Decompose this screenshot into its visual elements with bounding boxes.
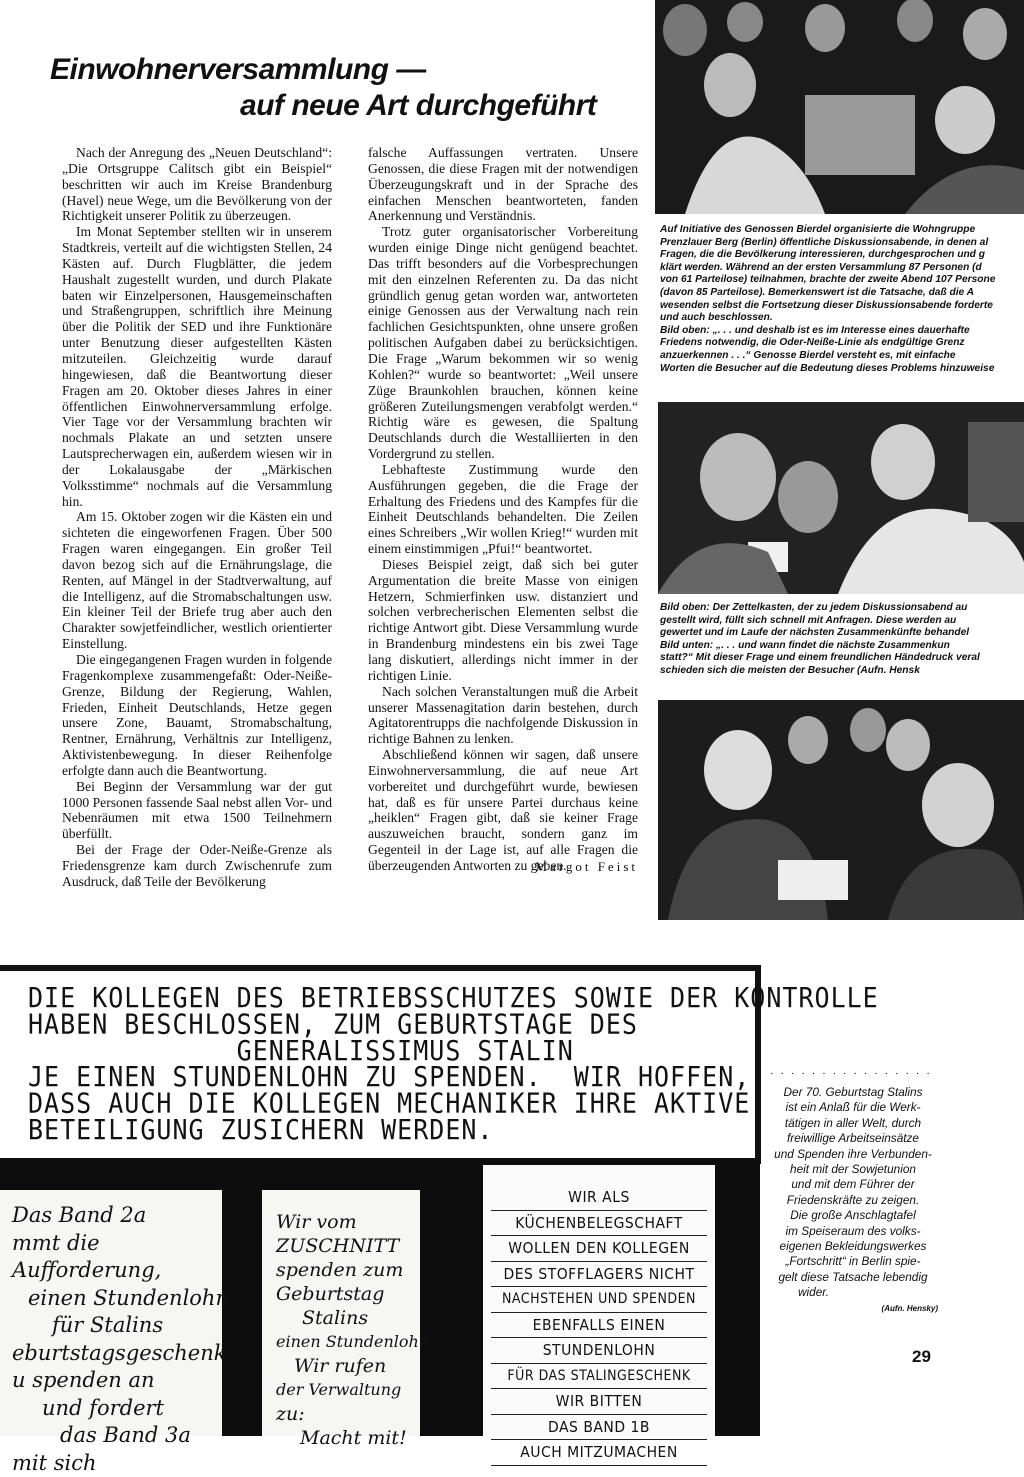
caption-line: anzuerkennen . . .“ Genosse Bierdel versteht es, mit einfache: [660, 350, 1024, 363]
banner-line: GENERALISSIMUS STALIN: [28, 1038, 879, 1064]
side-caption-line: freiwillige Arbeitseinsätze: [768, 1131, 938, 1146]
paragraph: Lebhafteste Zustimmung wurde den Ausführungen gegeben, die die Frage der Erhaltung des Friedens und des Kampfes für die Einheit Deutschlands behandelten. Die Zeilen eines Schreibers „Wir wollen Krieg!“ wurden mit einem einstimmigen „Pfui!“ beantwortet.: [368, 462, 638, 557]
note-line: Wir rufen: [276, 1354, 420, 1378]
side-caption-line: ist ein Anlaß für die Werk-: [768, 1100, 938, 1115]
author-byline: Margot Feist: [368, 859, 638, 875]
caption-line: Bild unten: „. . . und wann findet die nächste Zusammenkun: [660, 640, 1024, 653]
side-caption-line: gelt diese Tatsache lebendig: [768, 1270, 938, 1285]
banner-line: JE EINEN STUNDENLOHN ZU SPENDEN. WIR HOFFEN,: [28, 1064, 879, 1090]
side-caption-line: Friedenskräfte zu zeigen.: [768, 1193, 938, 1208]
caption-line: gestellt wird, füllt sich schnell mit Anfragen. Diese werden au: [660, 615, 1024, 628]
note-line: einen Stundenlohn: [276, 1330, 420, 1354]
paragraph: Bei der Frage der Oder-Neiße-Grenze als Friedensgrenze kam durch Zwischenrufe zum Ausdruck, daß Teile der Bevölkerung: [62, 842, 332, 890]
headline-line-1: Einwohnerversammlung —: [50, 52, 640, 88]
note-line: u spenden an: [12, 1367, 222, 1395]
note-line: ZUSCHNITT: [276, 1234, 420, 1258]
caption-line: und auch beschlossen.: [660, 312, 1024, 325]
headline: [50, 52, 640, 124]
paragraph: Bei Beginn der Versammlung war der gut 1000 Personen fassende Saal nebst allen Vor- und Nebenräumen mit etwa 1500 Teilnehmern überfüllt.: [62, 779, 332, 842]
paragraph: Nach der Anregung des „Neuen Deutschland“: „Die Ortsgruppe Calitsch gibt ein Beispiel“ beschritten wir auch im Kreise Brandenburg (Havel) neue Wege, um die Bevölkerung von der Richtigkeit unserer Politik zu überzeugen.: [62, 145, 332, 224]
handwritten-note-zuschnitt: [262, 1190, 420, 1436]
side-caption-line: und mit dem Führer der: [768, 1177, 938, 1192]
note-line: Aufforderung,: [12, 1257, 222, 1285]
side-caption-line: heit mit der Sowjetunion: [768, 1162, 938, 1177]
caption-line: schieden sich die meisten der Besucher (Aufn. Hensk: [660, 665, 1024, 678]
note-line: Macht mit!: [276, 1426, 420, 1450]
notice-line: FÜR DAS STALINGESCHENK: [491, 1364, 707, 1390]
side-caption-line: und Spenden ihre Verbunden-: [768, 1147, 938, 1162]
page-number: 29: [912, 1347, 931, 1367]
caption-line: Bild oben: Der Zettelkasten, der zu jedem Diskussionsabend au: [660, 602, 1024, 615]
donation-banner: [0, 965, 761, 1164]
note-line: Stalins: [276, 1306, 420, 1330]
paragraph: Im Monat September stellten wir in unserem Stadtkreis, verteilt auf die wichtigsten Stellen, 24 Kästen auf. Durch Flugblätter, die jedem Haushalt zugestellt wurden, und durch Plakate baten wir Einzelpersonen, Hausgemeinschaften und Straßengruppen, schriftlich ihre Meinung über die Politik der SED und ihre Funktionäre unter Benutzung dieser aufgestellten Kästen mitzuteilen. Gleichzeitig wurde darauf hingewiesen, daß die Beantwortung dieser Fragen am 20. Oktober dieses Jahres in einer öffentlichen Einwohnerversammlung erfolge. Vier Tage vor der Versammlung brachten wir nochmals Plakate an und setzten unsere Lautsprecherwagen ein, außerdem wiesen wir in der Lokalausgabe der „Märkischen Volksstimme“ nochmals auf die Versammlung hin.: [62, 224, 332, 509]
note-line: das Band 3a: [12, 1422, 222, 1450]
banner-line: BETEILIGUNG ZUSICHERN WERDEN.: [28, 1117, 879, 1143]
side-caption-line: Die große Anschlagtafel: [768, 1208, 938, 1223]
paragraph: Dieses Beispiel zeigt, daß sich bei guter Argumentation die breite Masse von einigen Hetzern, Schmierfinken usw. distanziert und solchen verbrecherischen Elementen selbst die richtige Antwort gibt. Diese Versammlung wurde in Brandenburg mindestens ein bis zwei Tage lang diskutiert, allerdings nicht immer in der richtigen Linie.: [368, 557, 638, 684]
side-caption-line: wider.: [768, 1285, 938, 1300]
caption-line: Worten die Besucher auf die Bedeutung dieses Problems hinzuweise: [660, 363, 1024, 376]
caption-line: (davon 85 Parteilose). Bemerkenswert ist die Tatsache, daß die A: [660, 287, 1024, 300]
notice-line: DES STOFFLAGERS NICHT: [491, 1262, 707, 1288]
caption-line: statt?“ Mit dieser Frage und einem freundlichen Händedruck veral: [660, 652, 1024, 665]
note-line: für Stalins: [12, 1312, 222, 1340]
note-line: mmt die: [12, 1230, 222, 1258]
handshake-illustration: [658, 700, 1024, 920]
article-column-1: [62, 145, 332, 890]
note-line: Geburtstag: [276, 1282, 420, 1306]
caption-line: Fragen, die die Bevölkerung interessieren, durchgesprochen und g: [660, 249, 1024, 262]
meeting-crowd-illustration: [655, 0, 1024, 214]
notice-line: STUNDENLOHN: [491, 1338, 707, 1364]
notice-line: WIR ALS: [491, 1185, 707, 1211]
note-line: eburtstagsgeschenk: [12, 1340, 222, 1368]
caption-line: von 61 Parteilose) teilnahmen, brachte der zweite Abend 107 Persone: [660, 274, 1024, 287]
note-line: Wir vom: [276, 1210, 420, 1234]
side-caption-line: eigenen Bekleidungswerkes: [768, 1239, 938, 1254]
article-column-2: [368, 145, 638, 875]
note-line: Das Band 2a: [12, 1202, 222, 1230]
note-line: spenden zum: [276, 1258, 420, 1282]
meeting-crowd-photo: [655, 0, 1024, 214]
note-line: zu:: [276, 1402, 420, 1426]
photo-caption-1: [660, 224, 1024, 375]
handwritten-note-band-2a: [0, 1190, 222, 1436]
question-box-photo: [658, 402, 1024, 594]
banner-line: DASS AUCH DIE KOLLEGEN MECHANIKER IHRE AKTIVE: [28, 1091, 879, 1117]
notice-line: WIR BITTEN: [491, 1389, 707, 1415]
banner-line: DIE KOLLEGEN DES BETRIEBSSCHUTZES SOWIE DER KONTROLLE: [28, 985, 879, 1011]
caption-line: Prenzlauer Berg (Berlin) öffentliche Diskussionsabende, in denen al: [660, 237, 1024, 250]
notice-line: KÜCHENBELEGSCHAFT: [491, 1211, 707, 1237]
paragraph: Am 15. Oktober zogen wir die Kästen ein und sichteten die eingeworfenen Fragen. Über 500 Fragen waren eingegangen. Ein großer Teil davon bezog sich auf die Ernährungslage, die Renten, auf Mängel in der Stadtverwaltung, auf die Intelligenz, auf die Stromabschaltungen usw. Ein kleiner Teil der Briefe trug aber auch den Charakter sowjetfeindlicher, westlich orientierter Einstellung.: [62, 509, 332, 652]
note-line: und fordert: [12, 1395, 222, 1423]
side-caption-line: tätigen in aller Welt, durch: [768, 1116, 938, 1131]
note-line: mit sich: [12, 1450, 222, 1477]
question-box-illustration: [658, 402, 1024, 594]
notice-line: DAS BAND 1B: [491, 1415, 707, 1441]
photo-credit: (Aufn. Hensky): [768, 1301, 938, 1316]
headline-line-2: auf neue Art durchgeführt: [50, 88, 640, 124]
paragraph: Die eingegangenen Fragen wurden in folgende Fragenkomplexe zusammengefaßt: Oder-Neiße-Grenze, Bildung der Regierung, Wahlen, Frieden, Einheit Deutschlands, Hetze gegen unsere Zone, Bauamt, Stromabschaltung, Rentner, Ernährung, Verhältnis zur Intelligenz, Aktivistenbewegung. In dieser Reihenfolge erfolgte dann auch die Beantwortung.: [62, 652, 332, 779]
caption-line: Auf Initiative des Genossen Bierdel organisierte die Wohngruppe: [660, 224, 1024, 237]
banner-line: HABEN BESCHLOSSEN, ZUM GEBURTSTAGE DES: [28, 1011, 879, 1037]
banner-text: [28, 985, 879, 1143]
paragraph: Abschließend können wir sagen, daß unsere Einwohnerversammlung, die auf neue Art vorbereitet und durchgeführt wurde, bewiesen hat, daß es für unsere Partei durchaus keine „heiklen“ Fragen gibt, daß sie keiner Frage auszuweichen braucht, sondern ganz im Gegenteil in der Lage ist, auf alle Fragen die überzeugenden Antworten zu geben.: [368, 747, 638, 874]
paragraph: Nach solchen Veranstaltungen muß die Arbeit unserer Massenagitation darin bestehen, durch Agitatorentrupps die nachfolgende Diskussion in richtige Bahnen zu lenken.: [368, 684, 638, 747]
caption-line: wesenden selbst die Fortsetzung dieser Diskussionsabende forderte: [660, 300, 1024, 313]
notice-line: WOLLEN DEN KOLLEGEN: [491, 1236, 707, 1262]
caption-ornament: · · · · · · · · · · · · · · · ·: [770, 1068, 932, 1080]
caption-line: Bild oben: „. . . und deshalb ist es im Interesse eines dauerhafte: [660, 325, 1024, 338]
caption-line: Friedens notwendig, die Oder-Neiße-Linie als endgültige Grenz: [660, 337, 1024, 350]
side-caption-line: „Fortschritt“ in Berlin spie-: [768, 1254, 938, 1269]
notice-line: AUCH MITZUMACHEN: [491, 1440, 707, 1466]
paragraph: falsche Auffassungen vertraten. Unsere Genossen, die diese Fragen mit der notwendigen Überzeugungskraft und in der Sprache des einfachen Menschen beantworteten, fanden Anerkennung und Verständnis.: [368, 145, 638, 224]
caption-line: gewertet und im Laufe der nächsten Zusammenkünfte behandel: [660, 627, 1024, 640]
notice-line: EBENFALLS EINEN: [491, 1313, 707, 1339]
side-caption: [768, 1085, 938, 1316]
side-caption-line: Der 70. Geburtstag Stalins: [768, 1085, 938, 1100]
caption-line: klärt werden. Während an der ersten Versammlung 87 Personen (d: [660, 262, 1024, 275]
kitchen-staff-notice: [483, 1165, 715, 1436]
side-caption-line: im Speiseraum des volks-: [768, 1224, 938, 1239]
photo-caption-2: [660, 602, 1024, 678]
note-line: der Verwaltung: [276, 1378, 420, 1402]
notice-line: NACHSTEHEN UND SPENDEN: [491, 1287, 707, 1313]
note-line: einen Stundenlohn: [12, 1285, 222, 1313]
paragraph: Trotz guter organisatorischer Vorbereitung wurden einige Dinge nicht genügend beachtet. Das trifft besonders auf die Vorbesprechungen mit den einzelnen Referenten zu. Da das nicht gründlich genug getan worden war, antworteten einige Genossen aus der Verwaltung nach rein fachlichen Gesichtspunkten, ohne unsere großen politischen Aufgaben dabei zu berücksichtigen. Die Frage „Warum bekommen wir so wenig Kohlen?“ wurde so beantwortet: „Weil unsere Züge Braunkohlen brauchen, können keine größeren Zuteilungsmengen verabfolgt werden.“ Richtig wäre es gewesen, die Spaltung Deutschlands durch die Westalliierten in den Vordergrund zu stellen.: [368, 224, 638, 462]
handshake-photo: [658, 700, 1024, 920]
